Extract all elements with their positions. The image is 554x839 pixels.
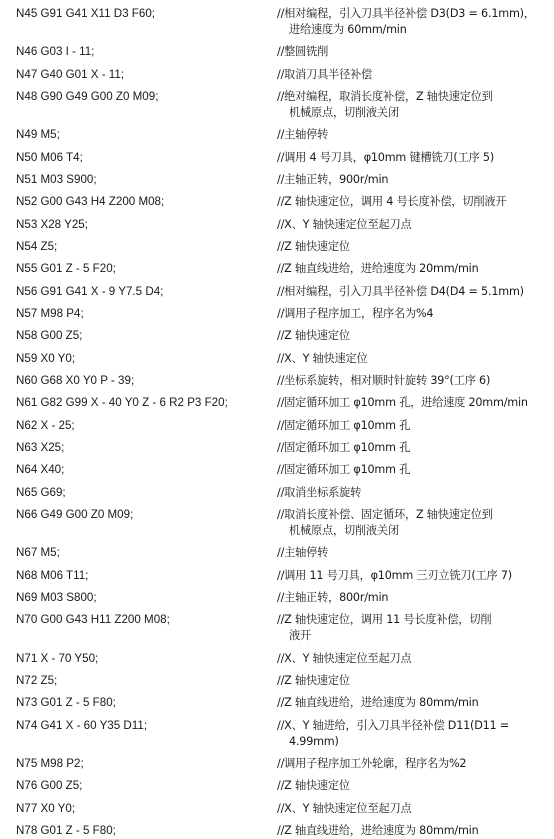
- nc-code: N45 G91 G41 X11 D3 F60;: [16, 7, 155, 20]
- comment-line: //固定循环加工 φ10mm 孔: [277, 418, 411, 432]
- code-comment: [277, 485, 541, 501]
- comment-line: //Z 轴快速定位: [277, 779, 350, 793]
- code-comment: [277, 418, 541, 434]
- comment-line: //整圆铣削: [277, 45, 329, 59]
- code-comment: [277, 440, 541, 456]
- nc-code: N75 M98 P2;: [16, 756, 84, 770]
- code-comment: [277, 284, 541, 300]
- comment-line: //固定循环加工 φ10mm 孔: [277, 463, 411, 477]
- code-comment: [277, 801, 541, 817]
- nc-code: N62 X - 25;: [16, 418, 75, 432]
- nc-code: N68 M06 T11;: [16, 568, 89, 582]
- code-comment: [277, 823, 541, 839]
- comment-line: //X、Y 轴快速定位至起刀点: [277, 651, 412, 665]
- code-comment: [277, 6, 541, 38]
- code-comment: [277, 127, 541, 143]
- comment-line: 4.99mm): [289, 734, 339, 748]
- comment-line: //Z 轴直线进给，进给速度为 80mm/min: [277, 696, 479, 710]
- comment-line: //调用 4 号刀具，φ10mm 键槽铣刀(工序 5): [277, 150, 494, 164]
- comment-line: //主轴停转: [277, 546, 329, 560]
- comment-line: //固定循环加工 φ10mm 孔，进给速度 20mm/min: [277, 396, 528, 410]
- code-comment: [277, 194, 541, 210]
- comment-line: //主轴正转，900r/min: [277, 172, 389, 186]
- nc-code: N66 G49 G00 Z0 M09;: [16, 507, 134, 521]
- code-comment: [277, 395, 541, 411]
- comment-line: //调用 11 号刀具，φ10mm 三刃立铣刀(工序 7): [277, 568, 512, 582]
- comment-line: 液开: [289, 629, 311, 643]
- nc-code: N69 M03 S800;: [16, 590, 97, 604]
- comment-line: 进给速度为 60mm/min: [289, 23, 407, 36]
- comment-line: //Z 轴直线进给，进给速度为 80mm/min: [277, 823, 479, 837]
- comment-line: //X、Y 轴进给，引入刀具半径补偿 D11(D11 =: [277, 718, 509, 732]
- nc-code: N56 G91 G41 X - 9 Y7.5 D4;: [16, 284, 164, 298]
- comment-line: //Z 轴直线进给，进给速度为 20mm/min: [277, 262, 479, 276]
- nc-code: N55 G01 Z - 5 F20;: [16, 262, 116, 276]
- nc-code: N58 G00 Z5;: [16, 329, 83, 343]
- comment-line: //调用子程序加工，程序名为%4: [277, 306, 434, 320]
- nc-code: N48 G90 G49 G00 Z0 M09;: [16, 89, 159, 103]
- nc-code: N57 M98 P4;: [16, 306, 84, 320]
- comment-line: //Z 轴快速定位: [277, 239, 350, 253]
- nc-code: N47 G40 G01 X - 11;: [16, 67, 125, 81]
- code-comment: [277, 568, 541, 584]
- comment-line: 机械原点，切削液关闭: [289, 105, 399, 119]
- nc-code: N61 G82 G99 X - 40 Y0 Z - 6 R2 P3 F20;: [16, 396, 228, 410]
- nc-code: N74 G41 X - 60 Y35 D11;: [16, 718, 148, 732]
- code-comment: [277, 673, 541, 689]
- code-comment: [277, 718, 541, 750]
- comment-line: //Z 轴快速定位，调用 4 号长度补偿，切削液开: [277, 195, 507, 209]
- comment-line: //坐标系旋转，相对顺时针旋转 39°(工序 6): [277, 373, 491, 387]
- nc-code: N63 X25;: [16, 440, 65, 454]
- code-comment: [277, 695, 541, 711]
- nc-code: N77 X0 Y0;: [16, 801, 76, 815]
- code-comment: [277, 217, 541, 233]
- code-comment: [277, 172, 541, 188]
- nc-code: N60 G68 X0 Y0 P - 39;: [16, 373, 135, 387]
- comment-line: //取消坐标系旋转: [277, 485, 362, 499]
- code-comment: [277, 590, 541, 606]
- nc-code: N53 X28 Y25;: [16, 217, 88, 231]
- comment-line: //Z 轴快速定位: [277, 673, 350, 687]
- code-comment: [277, 67, 541, 83]
- comment-line: //相对编程，引入刀具半径补偿 D3(D3 = 6.1mm)，: [277, 7, 535, 20]
- nc-code: N72 Z5;: [16, 673, 58, 687]
- comment-line: //Z 轴快速定位: [277, 329, 350, 343]
- comment-line: //Z 轴快速定位，调用 11 号长度补偿，切削: [277, 613, 492, 627]
- code-comment: [277, 261, 541, 277]
- nc-code: N65 G69;: [16, 485, 66, 499]
- comment-line: //X、Y 轴快速定位至起刀点: [277, 217, 412, 231]
- nc-code: N49 M5;: [16, 128, 60, 142]
- nc-code: N78 G01 Z - 5 F80;: [16, 823, 116, 837]
- comment-line: //X、Y 轴快速定位: [277, 351, 368, 365]
- code-comment: [277, 89, 541, 121]
- code-comment: [277, 306, 541, 322]
- comment-line: //X、Y 轴快速定位至起刀点: [277, 801, 412, 815]
- comment-line: 机械原点，切削液关闭: [289, 523, 399, 537]
- nc-code: N67 M5;: [16, 546, 60, 560]
- comment-line: //主轴正转，800r/min: [277, 590, 389, 604]
- code-comment: [277, 373, 541, 389]
- code-comment: [277, 612, 541, 644]
- comment-line: //取消长度补偿、固定循环，Z 轴快速定位到: [277, 507, 493, 521]
- code-comment: [277, 778, 541, 794]
- comment-line: //调用子程序加工外轮廓，程序名为%2: [277, 756, 467, 770]
- nc-code: N59 X0 Y0;: [16, 351, 76, 365]
- comment-line: //固定循环加工 φ10mm 孔: [277, 440, 411, 454]
- code-comment: [277, 545, 541, 561]
- comment-line: //绝对编程，取消长度补偿，Z 轴快速定位到: [277, 89, 493, 103]
- nc-code: N71 X - 70 Y50;: [16, 651, 99, 665]
- code-comment: [277, 239, 541, 255]
- nc-code: N50 M06 T4;: [16, 150, 83, 164]
- code-comment: [277, 44, 541, 60]
- comment-line: //相对编程，引入刀具半径补偿 D4(D4 = 5.1mm): [277, 284, 524, 298]
- nc-code: N76 G00 Z5;: [16, 779, 83, 793]
- code-comment: [277, 651, 541, 667]
- nc-code: N70 G00 G43 H11 Z200 M08;: [16, 613, 170, 627]
- comment-line: //主轴停转: [277, 128, 329, 142]
- code-comment: [277, 328, 541, 344]
- code-comment: [277, 462, 541, 478]
- nc-code: N46 G03 I - 11;: [16, 45, 95, 59]
- nc-code: N64 X40;: [16, 463, 65, 477]
- nc-code: N51 M03 S900;: [16, 172, 97, 186]
- nc-code: N73 G01 Z - 5 F80;: [16, 696, 116, 710]
- code-comment: [277, 756, 541, 772]
- comment-line: //取消刀具半径补偿: [277, 67, 373, 81]
- code-comment: [277, 351, 541, 367]
- code-comment: [277, 507, 541, 539]
- code-comment: [277, 150, 541, 166]
- nc-code: N52 G00 G43 H4 Z200 M08;: [16, 195, 165, 209]
- nc-code: N54 Z5;: [16, 239, 58, 253]
